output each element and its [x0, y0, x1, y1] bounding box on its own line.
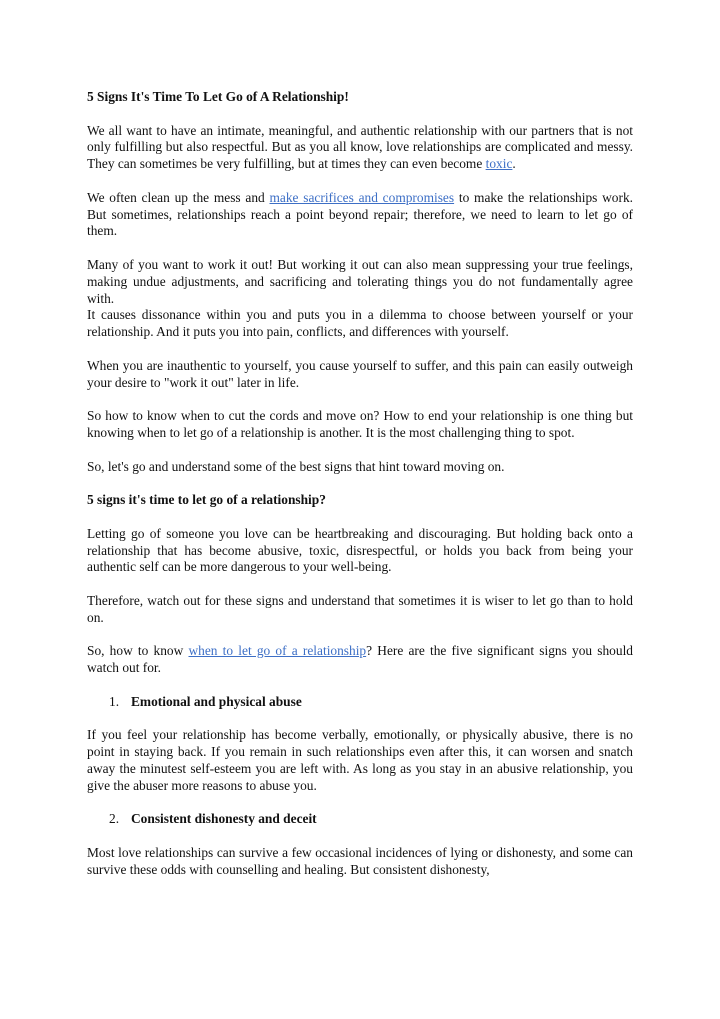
link-toxic[interactable]: toxic — [485, 156, 513, 172]
list-item-label: Consistent dishonesty and deceit — [131, 811, 317, 827]
paragraph-inauthentic: When you are inauthentic to yourself, you cause yourself to suffer, and this pain can easily outweigh your desire to "work it out" later in life. — [87, 357, 633, 390]
document-page — [87, 89, 633, 878]
link-when-to-let-go[interactable]: when to let go of a relationship — [188, 643, 367, 659]
paragraph-sacrifices — [87, 190, 633, 240]
paragraph-intro-text: We all want to have an intimate, meaningful, and authentic relationship with our partners that is not only fulfilling but also respectful. But as you all know, love relationships are complicated and messy. They can sometimes be very fulfilling, but at times they can even become — [87, 122, 633, 172]
paragraph-how-to-know — [87, 643, 633, 677]
paragraph-letting-go: Letting go of someone you love can be heartbreaking and discouraging. But holding back onto a relationship that has become abusive, toxic, disrespectful, or holds you back from being your authentic self can be more dangerous to your well-being. — [87, 525, 633, 575]
list-item — [87, 811, 633, 828]
list-item-number: 2. — [109, 811, 120, 827]
paragraph-sacrifices-before: We often clean up the mess and — [87, 189, 270, 205]
article-title: 5 Signs It's Time To Let Go of A Relationship! — [87, 89, 349, 104]
paragraph-sacrifices-after: to make the relationships work. But sometimes, relationships reach a point beyond repair; therefore, we need to learn to let go of them. — [87, 189, 633, 239]
paragraph-cut-cords: So how to know when to cut the cords and move on? How to end your relationship is one thing but knowing when to let go of a relationship is another. It is the most challenging thing to spot. — [87, 408, 633, 440]
list-item-label: Emotional and physical abuse — [131, 693, 302, 709]
paragraph-abuse: If you feel your relationship has become verbally, emotionally, or physically abusive, there is no point in staying back. If you remain in such relationships even after this, it can worsen and snatch away the minutest self-esteem you are left with. As long as you stay in an abusive relationship, you give the abuser more reasons to abuse you. — [87, 727, 633, 793]
paragraph-intro — [87, 123, 633, 173]
list-item — [87, 694, 633, 711]
paragraph-watch-out: Therefore, watch out for these signs and understand that sometimes it is wiser to let go than to hold on. — [87, 592, 633, 625]
paragraph-dissonance: It causes dissonance within you and puts you in a dilemma to choose between yourself or your relationship. And it puts you into pain, conflicts, and differences with yourself. — [87, 307, 633, 340]
paragraph-dishonesty: Most love relationships can survive a few occasional incidences of lying or dishonesty, and some can survive these odds with counselling and healing. But consistent dishonesty, — [87, 844, 633, 877]
list-item-number: 1. — [109, 693, 120, 709]
section-heading: 5 signs it's time to let go of a relationship? — [87, 492, 326, 508]
paragraph-work-it-out: Many of you want to work it out! But working it out can also mean suppressing your true feelings, making undue adjustments, and sacrificing and tolerating things you do not fundamentally agree with. — [87, 256, 633, 306]
link-make-sacrifices[interactable]: make sacrifices and compromises — [269, 189, 455, 205]
paragraph-intro-end: . — [512, 156, 516, 172]
paragraph-how-to-know-before: So, how to know — [87, 643, 189, 659]
paragraph-lets-go: So, let's go and understand some of the best signs that hint toward moving on. — [87, 458, 505, 474]
paragraph-how-to-know-after: ? Here are the five significant signs you should watch out for. — [87, 643, 633, 676]
